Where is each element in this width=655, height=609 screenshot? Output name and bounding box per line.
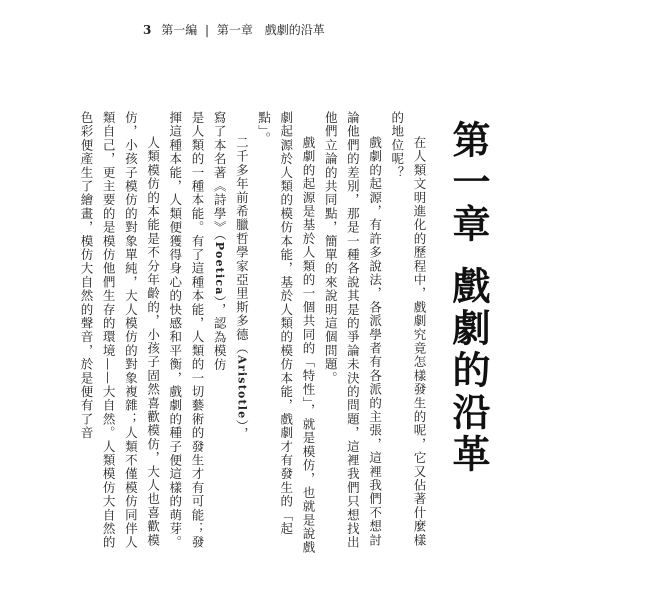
poetica-latin-title: Poetica — [213, 241, 227, 296]
paragraph-4-tail: ，認為模仿 — [212, 303, 228, 372]
page-number: 3 — [143, 23, 152, 37]
running-head-separator: | — [205, 23, 210, 37]
paragraph-4-continued: 是人類的一種本能。有了這種本能，人類的一切藝術的發生才有可能；發揮這種本能，人類便獲得身心的快感和平衡，戲劇的種子便這樣的萌芽。 — [167, 111, 205, 550]
running-head-chapter: 第一章 — [216, 23, 253, 37]
running-head — [143, 23, 325, 37]
running-head-section: 戲劇的沿革 — [264, 23, 325, 37]
paragraph-3: 戲劇的起源是基於人類的一個共同的「特性」，就是模仿，也就是說戲劇起源於人類的模仿本能，基於人類的模仿本能，戲劇才有發生的「起點」。 — [256, 111, 316, 555]
paragraph-2: 戲劇的起源，有許多說法，各派學者有各派的主張，這裡我們不想討論他們的差別，那是一種各說其是的爭論未決的問題，這裡我們只想找出他們立論的共同點，簡單的來說明這個問題。 — [323, 111, 383, 550]
aristotle-latin-name: Aristotle — [235, 355, 249, 420]
paragraph-1: 在人類文明進化的歷程中，戲劇究竟怎樣發生的呢，它又佔著什麼樣的地位呢？ — [389, 111, 427, 547]
paragraph-4: 二千多年前希臘哲學家亞里斯多德（Aristotle），寫了本名著《詩學》（Poetica），認為模仿 — [212, 111, 250, 441]
chapter-number: 第一章 — [446, 120, 491, 246]
paragraph-5: 人類模仿的本能是不分年齡的，小孩子固然喜歡模仿，大人也喜歡模仿，小孩子模仿的對象單純，大人模仿的對象複雜；人類不僅模仿同伴人類自己，更主要的是模仿他們生存的環境——大自然。人類模仿大自然的色彩便產生了繪畫，模仿大自然的聲音，於是便有了音 — [78, 111, 161, 550]
paragraph-4-lead: 二千多年前希臘哲學家亞里斯多德 — [234, 136, 250, 342]
paragraph-4-middle: 寫了本名著《詩學》 — [212, 111, 228, 235]
chapter-title — [446, 120, 490, 476]
body-text — [75, 111, 430, 559]
running-head-part: 第一編 — [161, 23, 198, 37]
chapter-name: 戲劇的沿革 — [446, 266, 491, 476]
